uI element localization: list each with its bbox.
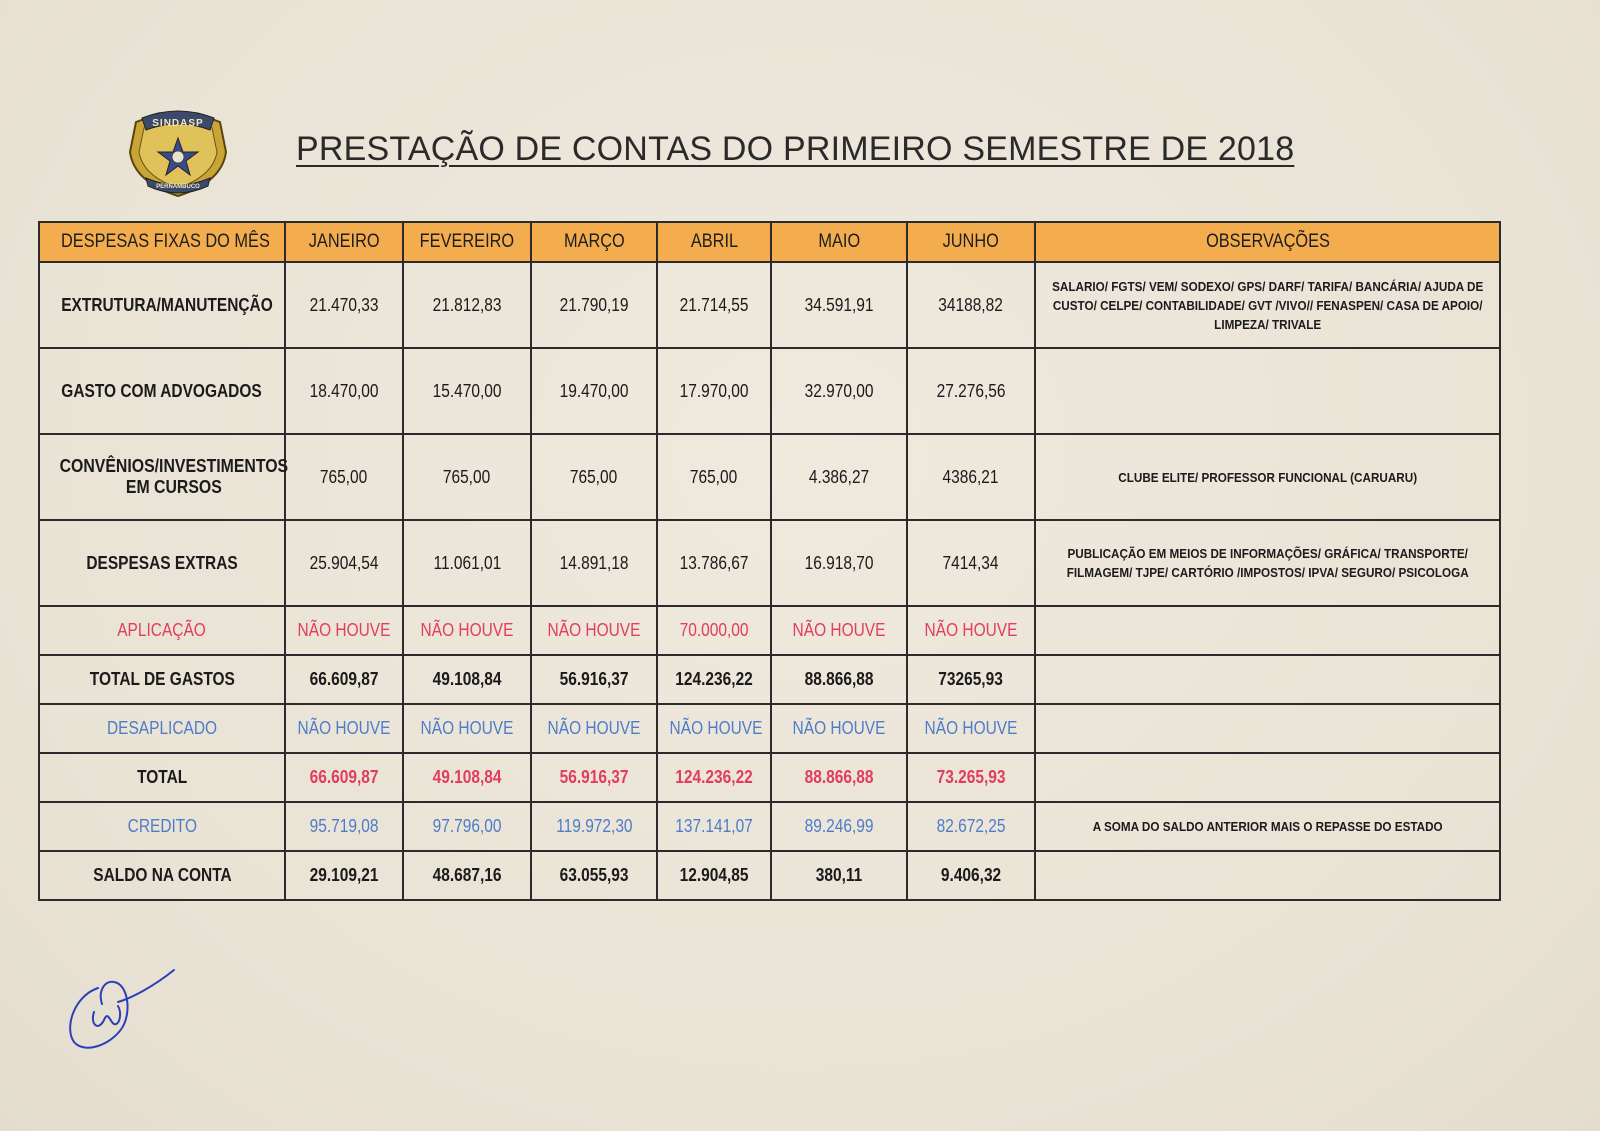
cell-value: 4.386,27 <box>771 434 907 520</box>
cell-value: 13.786,67 <box>657 520 771 606</box>
cell-value: 124.236,22 <box>657 655 771 704</box>
cell-value: 765,00 <box>403 434 531 520</box>
cell-value: 73265,93 <box>907 655 1035 704</box>
cell-value: 18.470,00 <box>285 348 403 434</box>
row-label: CONVÊNIOS/INVESTIMENTOS EM CURSOS <box>39 434 285 520</box>
table-row <box>39 704 1500 753</box>
cell-value: 25.904,54 <box>285 520 403 606</box>
cell-value: NÃO HOUVE <box>657 704 771 753</box>
cell-value: 89.246,99 <box>771 802 907 851</box>
row-label: DESAPLICADO <box>39 704 285 753</box>
cell-observation: SALARIO/ FGTS/ VEM/ SODEXO/ GPS/ DARF/ TARIFA/ BANCÁRIA/ AJUDA DE CUSTO/ CELPE/ CONTABILIDADE/ GVT /VIVO// FENASPEN/ CASA DE APOIO/ LIMPEZA/ TRIVALE <box>1035 262 1500 348</box>
svg-text:PERNAMBUCO: PERNAMBUCO <box>156 184 200 190</box>
header-march: MARÇO <box>531 222 657 262</box>
header-expense-type: DESPESAS FIXAS DO MÊS <box>39 222 285 262</box>
cell-value: 21.470,33 <box>285 262 403 348</box>
cell-observation: CLUBE ELITE/ PROFESSOR FUNCIONAL (CARUARU) <box>1035 434 1500 520</box>
svg-text:SINDASP: SINDASP <box>152 118 204 129</box>
cell-value: 27.276,56 <box>907 348 1035 434</box>
cell-value: 66.609,87 <box>285 753 403 802</box>
cell-value: NÃO HOUVE <box>285 606 403 655</box>
cell-value: 16.918,70 <box>771 520 907 606</box>
cell-value: 137.141,07 <box>657 802 771 851</box>
cell-value: NÃO HOUVE <box>403 606 531 655</box>
table-header-row <box>39 222 1500 262</box>
header-january: JANEIRO <box>285 222 403 262</box>
table-row <box>39 606 1500 655</box>
cell-value: 12.904,85 <box>657 851 771 900</box>
cell-value: 56.916,37 <box>531 753 657 802</box>
cell-value: 97.796,00 <box>403 802 531 851</box>
cell-observation <box>1035 753 1500 802</box>
page-title: PRESTAÇÃO DE CONTAS DO PRIMEIRO SEMESTRE DE 2018 <box>296 130 1295 168</box>
cell-value: 15.470,00 <box>403 348 531 434</box>
cell-value: 380,11 <box>771 851 907 900</box>
cell-value: 21.714,55 <box>657 262 771 348</box>
sindasp-logo-emblem <box>122 108 234 198</box>
cell-value: NÃO HOUVE <box>285 704 403 753</box>
cell-value: NÃO HOUVE <box>771 606 907 655</box>
cell-value: 88.866,88 <box>771 753 907 802</box>
cell-value: 11.061,01 <box>403 520 531 606</box>
cell-value: 48.687,16 <box>403 851 531 900</box>
cell-value: NÃO HOUVE <box>403 704 531 753</box>
cell-value: 17.970,00 <box>657 348 771 434</box>
cell-value: 4386,21 <box>907 434 1035 520</box>
cell-value: 32.970,00 <box>771 348 907 434</box>
cell-value: 765,00 <box>531 434 657 520</box>
cell-value: 34.591,91 <box>771 262 907 348</box>
row-label: CREDITO <box>39 802 285 851</box>
cell-observation: PUBLICAÇÃO EM MEIOS DE INFORMAÇÕES/ GRÁFICA/ TRANSPORTE/ FILMAGEM/ TJPE/ CARTÓRIO /IMPOSTOS/ IPVA/ SEGURO/ PSICOLOGA <box>1035 520 1500 606</box>
cell-observation <box>1035 348 1500 434</box>
cell-value: 119.972,30 <box>531 802 657 851</box>
cell-observation: A SOMA DO SALDO ANTERIOR MAIS O REPASSE DO ESTADO <box>1035 802 1500 851</box>
cell-observation <box>1035 851 1500 900</box>
row-label: DESPESAS EXTRAS <box>39 520 285 606</box>
table-row <box>39 520 1500 606</box>
table-row <box>39 262 1500 348</box>
table-row <box>39 753 1500 802</box>
row-label: SALDO NA CONTA <box>39 851 285 900</box>
cell-value: NÃO HOUVE <box>771 704 907 753</box>
header-may: MAIO <box>771 222 907 262</box>
cell-value: NÃO HOUVE <box>531 704 657 753</box>
cell-value: 765,00 <box>285 434 403 520</box>
cell-value: 765,00 <box>657 434 771 520</box>
cell-value: 7414,34 <box>907 520 1035 606</box>
cell-value: 82.672,25 <box>907 802 1035 851</box>
cell-observation <box>1035 606 1500 655</box>
header-observations: OBSERVAÇÕES <box>1035 222 1500 262</box>
cell-value: 124.236,22 <box>657 753 771 802</box>
row-label: TOTAL DE GASTOS <box>39 655 285 704</box>
cell-value: NÃO HOUVE <box>907 704 1035 753</box>
cell-value: 14.891,18 <box>531 520 657 606</box>
cell-value: 21.812,83 <box>403 262 531 348</box>
header-june: JUNHO <box>907 222 1035 262</box>
cell-value: 19.470,00 <box>531 348 657 434</box>
cell-value: 56.916,37 <box>531 655 657 704</box>
header-april: ABRIL <box>657 222 771 262</box>
cell-value: 73.265,93 <box>907 753 1035 802</box>
header-february: FEVEREIRO <box>403 222 531 262</box>
row-label: TOTAL <box>39 753 285 802</box>
table-row <box>39 802 1500 851</box>
cell-value: 49.108,84 <box>403 753 531 802</box>
table-row <box>39 655 1500 704</box>
table-row <box>39 434 1500 520</box>
row-label: EXTRUTURA/MANUTENÇÃO <box>39 262 285 348</box>
expense-report-table <box>38 221 1501 901</box>
cell-value: 34188,82 <box>907 262 1035 348</box>
cell-value: 95.719,08 <box>285 802 403 851</box>
row-label: APLICAÇÃO <box>39 606 285 655</box>
cell-observation <box>1035 655 1500 704</box>
cell-value: NÃO HOUVE <box>907 606 1035 655</box>
cell-observation <box>1035 704 1500 753</box>
table-row <box>39 851 1500 900</box>
cell-value: 70.000,00 <box>657 606 771 655</box>
row-label: GASTO COM ADVOGADOS <box>39 348 285 434</box>
cell-value: 49.108,84 <box>403 655 531 704</box>
cell-value: 66.609,87 <box>285 655 403 704</box>
cell-value: 88.866,88 <box>771 655 907 704</box>
cell-value: 9.406,32 <box>907 851 1035 900</box>
handwritten-signature <box>58 962 180 1054</box>
cell-value: 63.055,93 <box>531 851 657 900</box>
cell-value: 29.109,21 <box>285 851 403 900</box>
cell-value: 21.790,19 <box>531 262 657 348</box>
cell-value: NÃO HOUVE <box>531 606 657 655</box>
table-row <box>39 348 1500 434</box>
